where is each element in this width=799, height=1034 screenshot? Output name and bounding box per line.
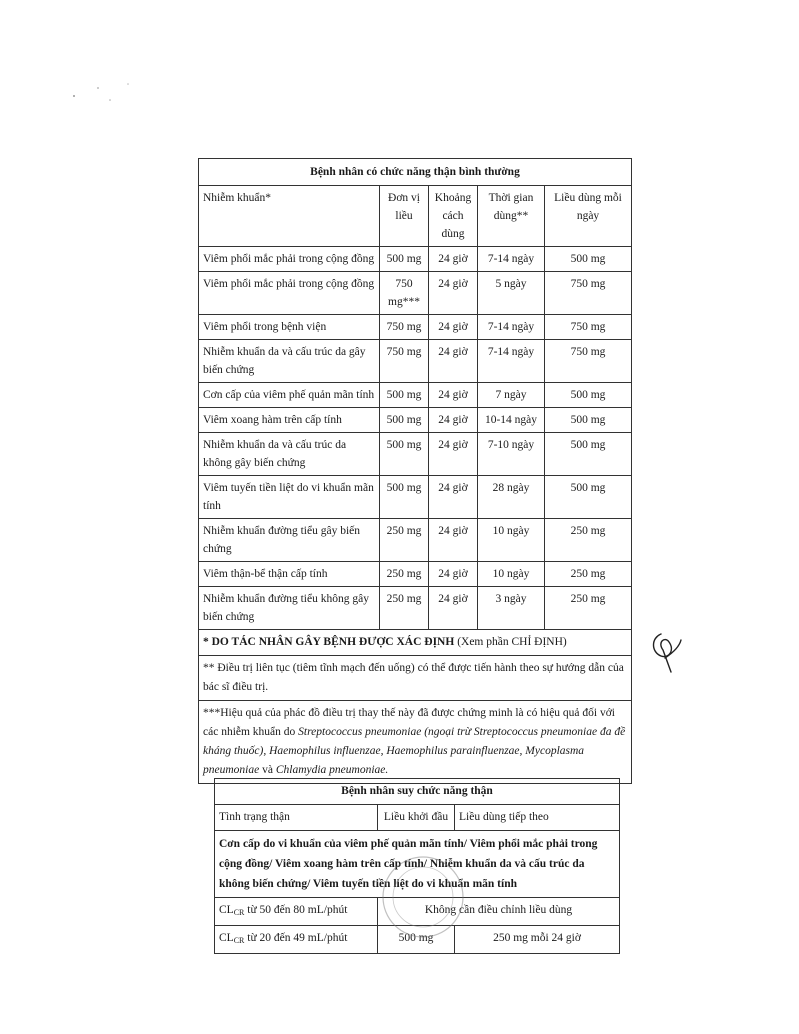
cl-range-text: từ 20 đến 49 mL/phút	[244, 932, 348, 944]
faded-round-stamp-icon	[378, 852, 468, 942]
normal-renal-function-table	[198, 158, 632, 784]
clearance-range	[215, 926, 378, 954]
cell-daily-dose: 500 mg	[545, 408, 632, 433]
header-infection: Nhiễm khuẩn*	[199, 186, 380, 247]
cell-daily-dose: 250 mg	[545, 519, 632, 562]
cell-interval: 24 giờ	[429, 408, 478, 433]
cell-dose-unit: 750 mg	[380, 340, 429, 383]
cell-duration: 10-14 ngày	[478, 408, 545, 433]
cell-dose-unit: 250 mg	[380, 519, 429, 562]
header-initial-dose: Liều khởi đầu	[378, 805, 455, 831]
cell-duration: 10 ngày	[478, 562, 545, 587]
cell-duration: 7-14 ngày	[478, 340, 545, 383]
cl-label: CL	[219, 932, 234, 944]
subsequent-dose-cell: 250 mg mỗi 24 giờ	[455, 926, 620, 954]
cell-daily-dose: 250 mg	[545, 562, 632, 587]
footnote-3-chlamydia: Chlamydia pneumoniae.	[275, 764, 389, 776]
footnote-3	[199, 701, 632, 784]
cell-duration: 3 ngày	[478, 587, 545, 630]
cell-interval: 24 giờ	[429, 247, 478, 272]
cell-duration: 7 ngày	[478, 383, 545, 408]
cell-infection: Nhiễm khuẩn đường tiểu không gây biến chứng	[199, 587, 380, 630]
header-daily-dose: Liều dùng mỗi ngày	[545, 186, 632, 247]
cell-infection: Viêm phổi mắc phải trong cộng đồng	[199, 272, 380, 315]
cell-interval: 24 giờ	[429, 383, 478, 408]
cell-dose-unit: 250 mg	[380, 562, 429, 587]
cl-range-text: từ 50 đến 80 mL/phút	[244, 904, 348, 916]
cl-label: CL	[219, 904, 234, 916]
header-duration: Thời gian dùng**	[478, 186, 545, 247]
cell-infection: Viêm phổi mắc phải trong cộng đồng	[199, 247, 380, 272]
table-row	[199, 476, 632, 519]
cl-subscript: CR	[233, 936, 245, 945]
cell-dose-unit: 500 mg	[380, 408, 429, 433]
table-row	[199, 315, 632, 340]
cell-daily-dose: 750 mg	[545, 272, 632, 315]
table-row	[199, 383, 632, 408]
cell-interval: 24 giờ	[429, 433, 478, 476]
cell-infection: Nhiễm khuẩn da và cấu trúc da gây biến chứng	[199, 340, 380, 383]
cell-infection: Nhiễm khuẩn da và cấu trúc da không gây biến chứng	[199, 433, 380, 476]
table-row	[199, 587, 632, 630]
scan-specks	[70, 78, 150, 118]
cell-duration: 10 ngày	[478, 519, 545, 562]
table-row	[199, 408, 632, 433]
cell-daily-dose: 500 mg	[545, 433, 632, 476]
main-table-body	[199, 247, 632, 630]
cell-infection: Viêm thận-bể thận cấp tính	[199, 562, 380, 587]
clearance-range	[215, 898, 378, 926]
header-dose-unit: Đơn vị liều	[380, 186, 429, 247]
cell-daily-dose: 500 mg	[545, 476, 632, 519]
cell-infection: Viêm phổi trong bệnh viện	[199, 315, 380, 340]
cell-dose-unit: 750 mg	[380, 315, 429, 340]
cell-duration: 5 ngày	[478, 272, 545, 315]
cell-interval: 24 giờ	[429, 272, 478, 315]
cell-daily-dose: 500 mg	[545, 247, 632, 272]
cell-interval: 24 giờ	[429, 315, 478, 340]
table-row	[199, 519, 632, 562]
cell-dose-unit: 750 mg***	[380, 272, 429, 315]
table-row	[199, 562, 632, 587]
cell-interval: 24 giờ	[429, 340, 478, 383]
cell-interval: 24 giờ	[429, 587, 478, 630]
header-subsequent-dose: Liều dùng tiếp theo	[455, 805, 620, 831]
table-row	[199, 247, 632, 272]
cell-dose-unit: 250 mg	[380, 587, 429, 630]
cell-infection: Nhiễm khuẩn đường tiểu gây biến chứng	[199, 519, 380, 562]
cell-dose-unit: 500 mg	[380, 383, 429, 408]
cell-interval: 24 giờ	[429, 562, 478, 587]
cl-subscript: CR	[233, 908, 245, 917]
footnote-2: ** Điều trị liên tục (tiêm tĩnh mạch đến uống) có thể được tiến hành theo sự hướng dẫn của bác sĩ điều trị.	[199, 656, 632, 701]
footnote-3-and: và	[259, 764, 276, 776]
table-row	[199, 272, 632, 315]
header-row	[199, 186, 632, 247]
cell-infection: Viêm tuyến tiền liệt do vi khuẩn mãn tính	[199, 476, 380, 519]
footnote-1	[199, 630, 632, 656]
table-title: Bệnh nhân có chức năng thận bình thường	[199, 159, 632, 186]
initial-dose-cell: 500 mg	[378, 926, 455, 954]
cell-dose-unit: 500 mg	[380, 433, 429, 476]
header-renal-status: Tình trạng thận	[215, 805, 378, 831]
cell-dose-unit: 500 mg	[380, 247, 429, 272]
cell-infection: Cơn cấp của viêm phế quản mãn tính	[199, 383, 380, 408]
cell-duration: 7-14 ngày	[478, 315, 545, 340]
header-interval: Khoảng cách dùng	[429, 186, 478, 247]
footnote-1-bold: * DO TÁC NHÂN GÂY BỆNH ĐƯỢC XÁC ĐỊNH	[203, 636, 455, 648]
renal-table-title: Bệnh nhân suy chức năng thận	[215, 779, 620, 805]
cell-duration: 7-14 ngày	[478, 247, 545, 272]
footnote-3-organisms: Streptococcus pneumoniae (ngoại trừ Streptococcus pneumoniae đa đề kháng thuốc), Haemophilus influenzae, Haemophilus parainfluenzae, Mycoplasma pneumoniae	[203, 726, 626, 776]
renal-indication-group: Cơn cấp do vi khuẩn của viêm phế quản mãn tính/ Viêm phổi mắc phải trong cộng đồng/ Viêm xoang hàm trên cấp tính/ Nhiễm khuẩn da và cấu trúc da không biến chứng/ Viêm tuyến tiền liệt do vi khuẩn mãn tính	[215, 831, 620, 898]
cell-daily-dose: 750 mg	[545, 340, 632, 383]
cell-daily-dose: 500 mg	[545, 383, 632, 408]
table-row	[199, 433, 632, 476]
cell-dose-unit: 500 mg	[380, 476, 429, 519]
cell-daily-dose: 750 mg	[545, 315, 632, 340]
table-row	[199, 340, 632, 383]
cell-interval: 24 giờ	[429, 519, 478, 562]
no-adjustment-cell: Không cần điều chỉnh liều dùng	[378, 898, 620, 926]
handwritten-initial-icon	[647, 628, 687, 678]
footnote-1-rest: (Xem phần CHỈ ĐỊNH)	[454, 636, 567, 648]
cell-duration: 28 ngày	[478, 476, 545, 519]
cell-infection: Viêm xoang hàm trên cấp tính	[199, 408, 380, 433]
footnote-3-text: ***Hiệu quả của phác đồ điều trị thay thế này đã được chứng minh là có hiệu quả đối với các nhiễm khuẩn do	[203, 707, 616, 738]
cell-daily-dose: 250 mg	[545, 587, 632, 630]
cell-duration: 7-10 ngày	[478, 433, 545, 476]
renal-header-row	[215, 805, 620, 831]
cell-interval: 24 giờ	[429, 476, 478, 519]
